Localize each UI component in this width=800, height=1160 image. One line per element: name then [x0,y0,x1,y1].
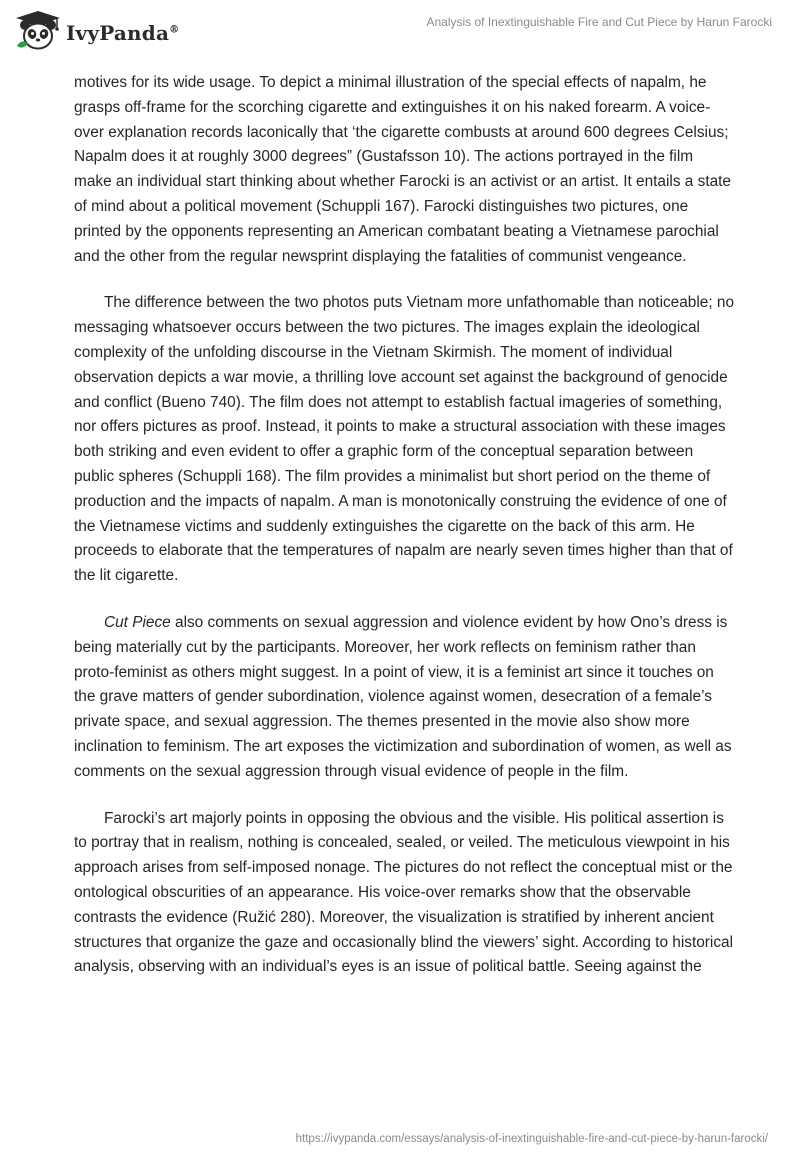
source-url[interactable]: https://ivypanda.com/essays/analysis-of-inextinguishable-fire-and-cut-piece-by-harun-farocki/ [295,1133,768,1145]
work-title-cut-piece: Cut Piece [104,613,171,631]
page-header [0,0,800,64]
document-title: Analysis of Inextinguishable Fire and Cut Piece by Harun Farocki [426,15,772,29]
paragraph-3 [74,611,734,785]
essay-body [74,71,734,1002]
logo-text: IvyPanda® [66,21,180,45]
paragraph-1: motives for its wide usage. To depict a minimal illustration of the special effects of napalm, he grasps off-frame for the scorching cigarette and extinguishes it on his naked forearm. A voice-over explanation records laconically that ‘the cigarette combusts at around 600 degrees Celsius; Napalm does it at roughly 3000 degrees” (Gustafsson 10). The actions portrayed in the film make an individual start thinking about whether Farocki is an activist or an artist. It entails a state of mind about a political movement (Schuppli 167). Farocki distinguishes two pictures, one printed by the opponents representing an American combatant beating a Vietnamese parochial and the other from the regular newsprint displaying the fatalities of communist vengeance. [74,74,731,265]
panda-graduate-icon [14,8,62,54]
ivypanda-logo[interactable] [14,8,179,54]
paragraph-4: Farocki’s art majorly points in opposing the obvious and the visible. His political assertion is to portray that in realism, nothing is concealed, sealed, or veiled. The meticulous viewpoint in his approach arises from self-imposed nonage. The pictures do not reflect the conceptual mist or the ontological obscurities of an appearance. His voice-over remarks show that the observable contrasts the evidence (Ružić 280). Moreover, the visualization is stratified by inherent ancient structures that organize the gaze and occasionally blind the viewers’ sight. According to historical analysis, observing with an individual’s eyes is an issue of political battle. Seeing against the [74,809,734,976]
registered-mark: ® [169,24,180,36]
paragraph-2: The difference between the two photos puts Vietnam more unfathomable than noticeable; no messaging whatsoever occurs between the two pictures. The images explain the ideological complexity of the unfolding discourse in the Vietnam Skirmish. The moment of individual observation depicts a war movie, a thrilling love account set against the background of genocide and conflict (Bueno 740). The film does not attempt to establish factual imageries of something, nor offers pictures as proof. Instead, it points to make a structural association with these images both striking and even evident to offer a graphic form of the conceptual separation between public spheres (Schuppli 168). The film provides a minimalist but short period on the theme of production and the impacts of napalm. A man is monotonically construing the evidence of one of the Vietnamese victims and suddenly extinguishes the cigarette on the back of this arm. He proceeds to elaborate that the temperatures of napalm are nearly seven times higher than that of the lit cigarette. [74,294,735,585]
paragraph-3-text: also comments on sexual aggression and violence evident by how Ono’s dress is being materially cut by the participants. Moreover, her work reflects on feminism rather than proto-feminist as others might suggest. In a point of view, it is a feminist art since it touches on the grave matters of gender subordination, violence against women, desecration of a female’s private space, and sexual aggression. The themes presented in the movie also show more inclination to feminism. The art exposes the victimization and subordination of women, as well as comments on the sexual aggression through visual evidence of people in the film. [74,613,732,780]
